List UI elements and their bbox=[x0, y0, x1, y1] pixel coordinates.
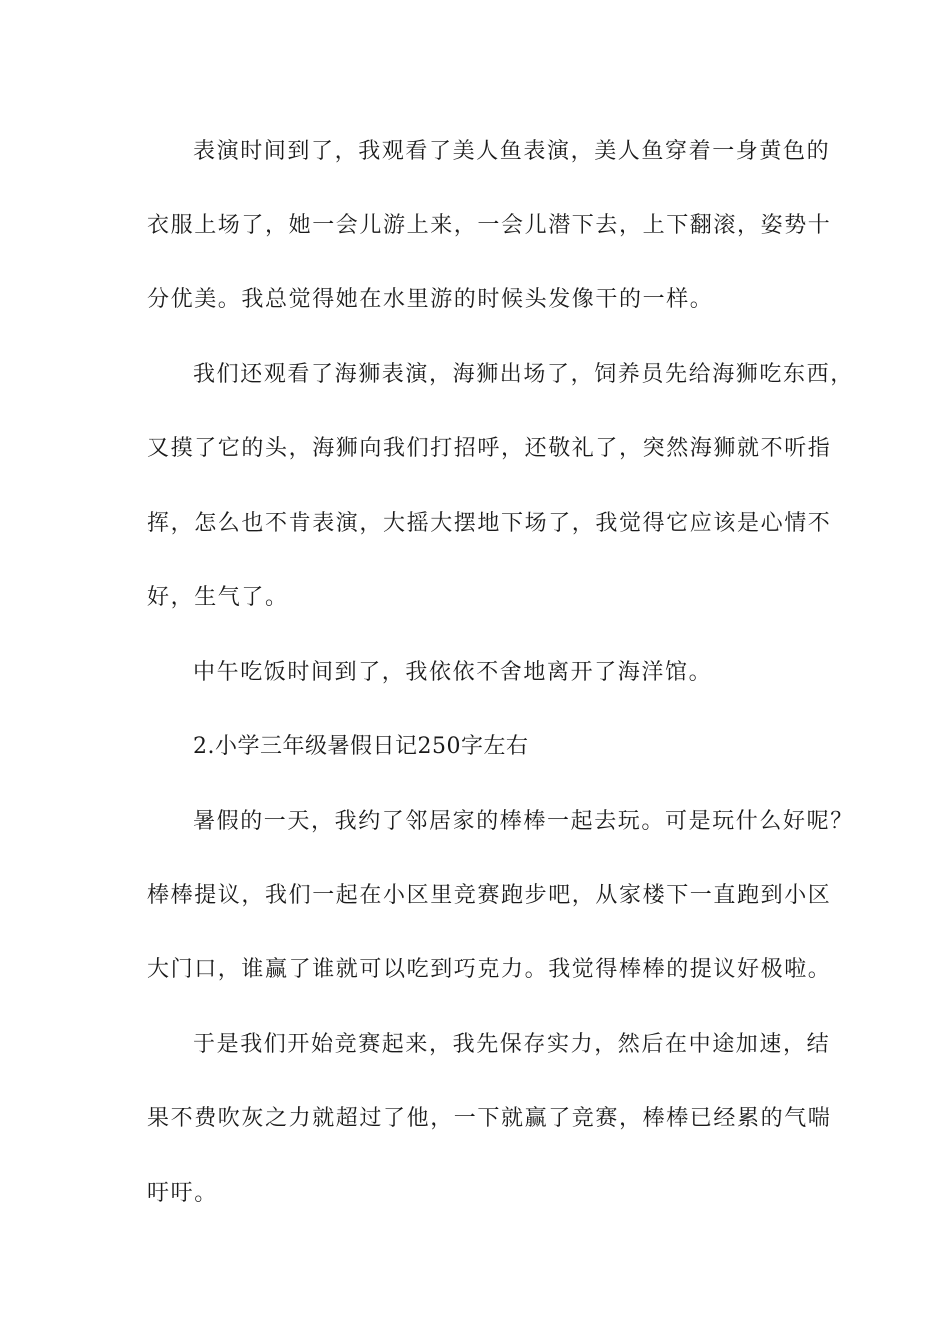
section-heading: 2.小学三年级暑假日记250字左右 bbox=[193, 734, 529, 759]
paragraph-1-line-3: 分优美。我总觉得她在水里游的时候头发像干的一样。 bbox=[147, 287, 714, 312]
paragraph-2-line-1: 我们还观看了海狮表演，海狮出场了，饲养员先给海狮吃东西， bbox=[193, 362, 854, 387]
paragraph-2-line-2: 又摸了它的头，海狮向我们打招呼，还敬礼了，突然海狮就不听指 bbox=[147, 436, 832, 461]
paragraph-4-line-1: 暑假的一天，我约了邻居家的棒棒一起去玩。可是玩什么好呢？ bbox=[193, 809, 854, 834]
paragraph-1-line-2: 衣服上场了，她一会儿游上来，一会儿潜下去，上下翻滚，姿势十 bbox=[147, 213, 832, 238]
paragraph-5-line-3: 吁吁。 bbox=[147, 1181, 218, 1206]
paragraph-5-line-1: 于是我们开始竞赛起来，我先保存实力，然后在中途加速，结 bbox=[193, 1032, 831, 1057]
paragraph-5-line-2: 果不费吹灰之力就超过了他，一下就赢了竞赛，棒棒已经累的气喘 bbox=[147, 1106, 832, 1131]
paragraph-4-line-3: 大门口，谁赢了谁就可以吃到巧克力。我觉得棒棒的提议好极啦。 bbox=[147, 957, 832, 982]
paragraph-2-line-3: 挥，怎么也不肯表演，大摇大摆地下场了，我觉得它应该是心情不 bbox=[147, 511, 832, 536]
paragraph-2-line-4: 好，生气了。 bbox=[147, 585, 289, 610]
paragraph-4-line-2: 棒棒提议，我们一起在小区里竞赛跑步吧，从家楼下一直跑到小区 bbox=[147, 883, 832, 908]
paragraph-3-line-1: 中午吃饭时间到了，我依依不舍地离开了海洋馆。 bbox=[193, 660, 713, 685]
paragraph-1-line-1: 表演时间到了，我观看了美人鱼表演，美人鱼穿着一身黄色的 bbox=[193, 139, 831, 164]
